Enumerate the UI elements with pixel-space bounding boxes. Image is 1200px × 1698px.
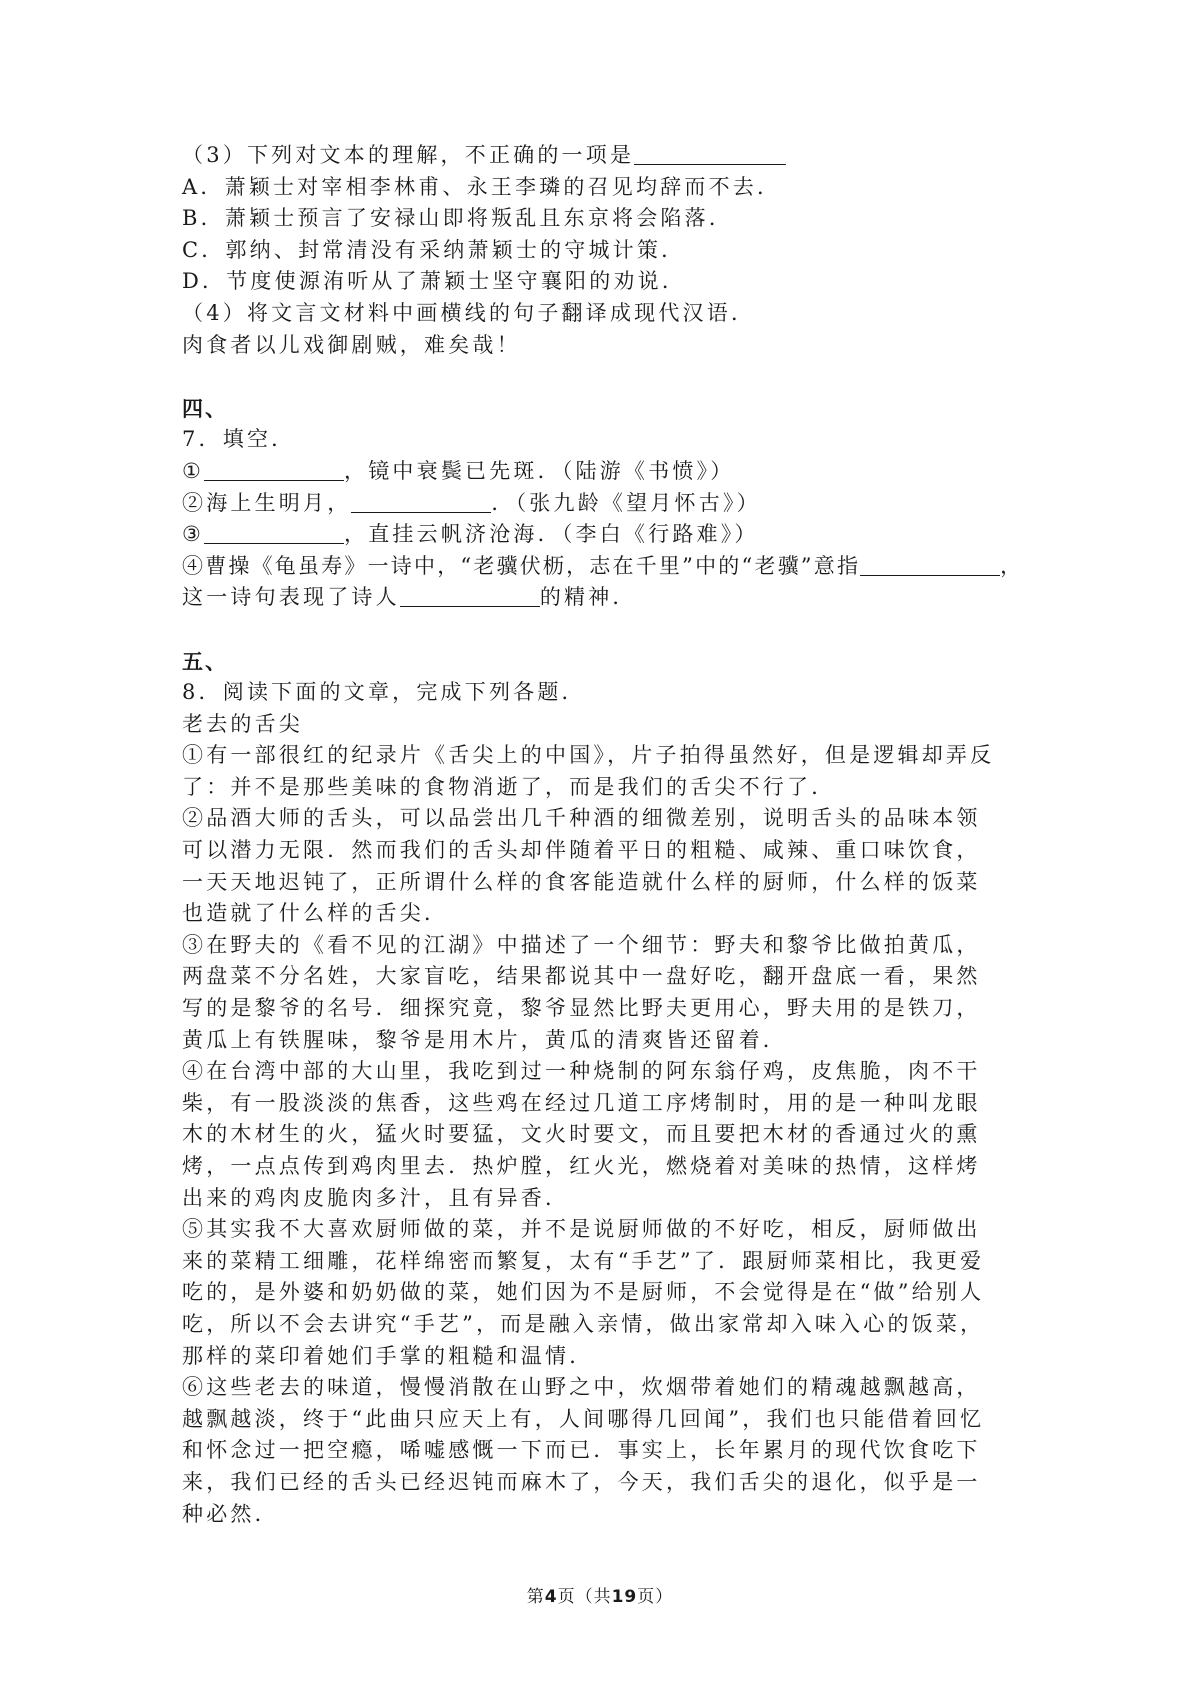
q3-option-d: D．节度使源洧听从了萧颖士坚守襄阳的劝说． bbox=[182, 269, 687, 294]
article-line: ③在野夫的《看不见的江湖》中描述了一个细节：野夫和黎爷比做拍黄瓜， bbox=[182, 932, 981, 957]
fill-item-2-suffix: ．（张九龄《望月怀古》） bbox=[491, 490, 761, 515]
fill-item-1-suffix: ，镜中衰鬓已先斑．（陆游《书愤》） bbox=[344, 458, 735, 483]
fill-item-2-prefix: ②海上生明月， bbox=[182, 490, 352, 515]
section-heading-4: 四、 bbox=[182, 395, 228, 421]
page-footer bbox=[0, 1582, 1200, 1607]
q7-title: 7．填空． bbox=[182, 427, 296, 452]
article-line: 木的木材生的火，猛火时要猛，文火时要文，而且要把木材的香通过火的熏 bbox=[182, 1122, 981, 1147]
article-line: 吃，所以不会去讲究“手艺”，而是融入亲情，做出家常却入味入心的饭菜， bbox=[182, 1311, 985, 1336]
answer-blank[interactable] bbox=[204, 458, 344, 481]
article-line: ④在台湾中部的大山里，我吃到过一种烧制的阿东翁仔鸡，皮焦脆，肉不干 bbox=[182, 1059, 981, 1084]
article-line: 也造就了什么样的舌尖． bbox=[182, 901, 449, 926]
fill-item-4-text-3: 的精神． bbox=[539, 585, 637, 610]
article-line: 两盘菜不分名姓，大家盲吃，结果都说其中一盘好吃，翻开盘底一看，果然 bbox=[182, 964, 981, 989]
q3-stem-text: （3）下列对文本的理解，不正确的一项是 bbox=[182, 143, 635, 167]
article-line: 来的菜精工细雕，花样绵密而繁复，太有“手艺”了．跟厨师菜相比，我更爱 bbox=[182, 1248, 985, 1273]
q8-title: 8．阅读下面的文章，完成下列各题． bbox=[182, 680, 586, 705]
fill-item-4-text-2: 这一诗句表现了诗人 bbox=[182, 585, 400, 610]
fill-item-3-suffix: ，直挂云帆济沧海．（李白《行路难》） bbox=[344, 522, 759, 547]
exam-page bbox=[182, 140, 1022, 1530]
q3-stem bbox=[182, 140, 1022, 172]
fill-item-1 bbox=[182, 456, 1022, 488]
answer-blank[interactable] bbox=[351, 490, 491, 513]
footer-suffix: 页） bbox=[637, 1587, 674, 1607]
article-line: ⑥这些老去的味道，慢慢消散在山野之中，炊烟带着她们的精魂越飘越高， bbox=[182, 1375, 981, 1400]
article-line: 和怀念过一把空瘾，唏嘘感慨一下而已．事实上，长年累月的现代饮食吃下 bbox=[182, 1438, 981, 1463]
q4-sentence: 肉食者以儿戏御剧贼，难矣哉！ bbox=[182, 332, 521, 357]
fill-item-4 bbox=[182, 551, 1022, 583]
article-line: ①有一部很红的纪录片《舌尖上的中国》，片子拍得虽然好，但是逻辑却弄反 bbox=[182, 743, 995, 768]
article-line: 了：并不是那些美味的食物消逝了，而是我们的舌尖不行了． bbox=[182, 774, 836, 799]
fill-item-4-text: ④曹操《龟虽寿》一诗中，“老骥伏枥，志在千里”中的“老骥”意指 bbox=[182, 553, 861, 578]
q3-option-b: B．萧颖士预言了安禄山即将叛乱且东京将会陷落． bbox=[182, 206, 734, 231]
q4-stem: （4）将文言文材料中画横线的句子翻译成现代汉语． bbox=[182, 300, 756, 325]
answer-blank[interactable] bbox=[204, 521, 344, 544]
article-line: 黄瓜上有铁腥味，黎爷是用木片，黄瓜的清爽皆还留着． bbox=[182, 1027, 787, 1052]
article-line: 写的是黎爷的名号．细探究竟，黎爷显然比野夫更用心，野夫用的是铁刀， bbox=[182, 996, 981, 1021]
fill-item-1-prefix: ① bbox=[182, 458, 205, 483]
q3-option-c: C．郭纳、封常清没有采纳萧颖士的守城计策． bbox=[182, 237, 686, 262]
article-line: 越飘越淡，终于“此曲只应天上有，人间哪得几回闻”，我们也只能借着回忆 bbox=[182, 1406, 985, 1431]
article-line: 可以潜力无限．然而我们的舌头却伴随着平日的粗糙、咸辣、重口味饮食， bbox=[182, 838, 981, 863]
q3-option-a: A．萧颖士对宰相李林甫、永王李璘的召见均辞而不去． bbox=[182, 174, 782, 199]
answer-blank[interactable] bbox=[634, 142, 786, 165]
total-pages: 19 bbox=[611, 1587, 638, 1607]
article-line: 来，我们已经的舌头已经迟钝而麻木了，今天，我们舌尖的退化，似乎是一 bbox=[182, 1469, 981, 1494]
article-line: 一天天地迟钝了，正所谓什么样的食客能造就什么样的厨师，什么样的饭菜 bbox=[182, 869, 981, 894]
footer-prefix: 第 bbox=[526, 1587, 545, 1607]
article-line: 那样的菜印着她们手掌的粗糙和温情． bbox=[182, 1343, 594, 1368]
page-number: 4 bbox=[544, 1587, 558, 1607]
fill-item-4-cont bbox=[182, 582, 1022, 614]
fill-item-3-prefix: ③ bbox=[182, 522, 205, 547]
footer-middle: 页（共 bbox=[557, 1587, 612, 1607]
article-line: 吃的，是外婆和奶奶做的菜，她们因为不是厨师，不会觉得是在“做”给别人 bbox=[182, 1280, 985, 1305]
article-title: 老去的舌尖 bbox=[182, 711, 303, 736]
article-line: 种必然． bbox=[182, 1501, 279, 1526]
article-line: 柴，有一股淡淡的焦香，这些鸡在经过几道工序烤制时，用的是一种叫龙眼 bbox=[182, 1090, 981, 1115]
article-line: ②品酒大师的舌头，可以品尝出几千种酒的细微差别，说明舌头的品味本领 bbox=[182, 806, 981, 831]
article-line: 出来的鸡肉皮脆肉多汁，且有异香． bbox=[182, 1185, 570, 1210]
section-heading-5: 五、 bbox=[182, 648, 228, 674]
answer-blank[interactable] bbox=[860, 553, 1000, 576]
article-line: ⑤其实我不大喜欢厨师做的菜，并不是说厨师做的不好吃，相反，厨师做出 bbox=[182, 1217, 981, 1242]
fill-item-3 bbox=[182, 519, 1022, 551]
article-line: 烤，一点点传到鸡肉里去．热炉膛，红火光，燃烧着对美味的热情，这样烤 bbox=[182, 1154, 981, 1178]
fill-item-2 bbox=[182, 488, 1022, 520]
answer-blank[interactable] bbox=[400, 584, 540, 607]
fill-item-4-comma: ， bbox=[1000, 553, 1024, 578]
